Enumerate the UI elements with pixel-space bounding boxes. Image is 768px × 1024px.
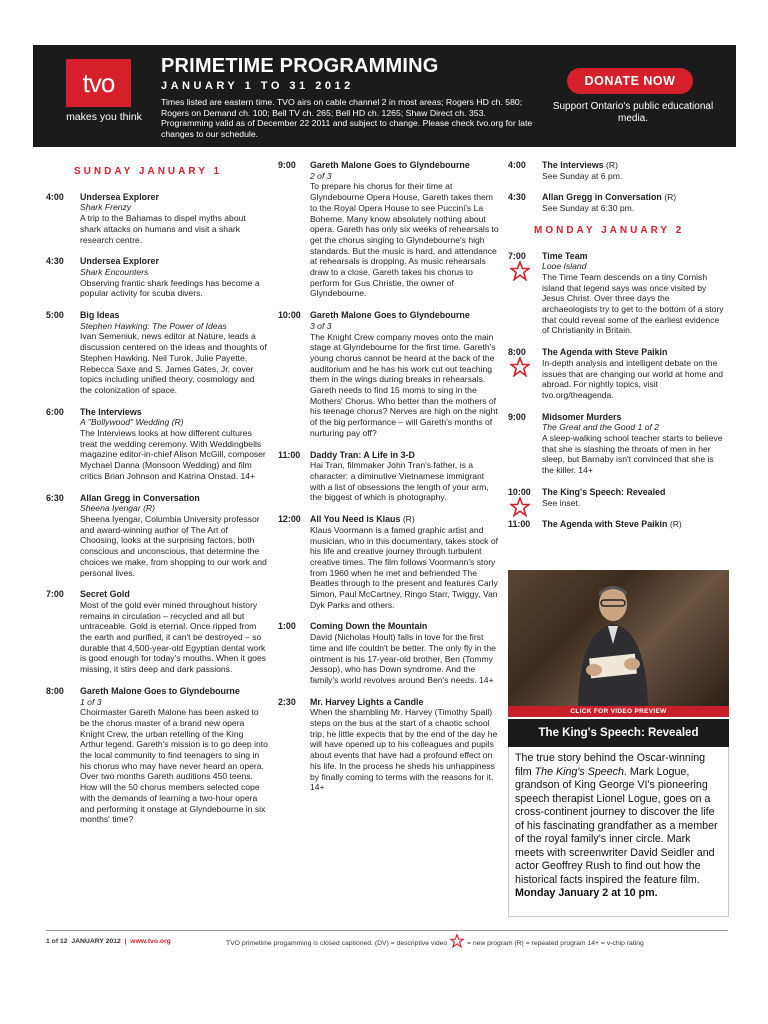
program-time: 4:30	[508, 192, 526, 203]
program-description: David (Nicholas Hoult) falls in love for the first time and life couldn't be better. The only fly in the ointment is his 17-year-old brother, Ben (Tommy Jessop), who has Down syndrome. And the family's world revolves around Ben's needs. 14+	[310, 632, 496, 685]
program-time: 10:00	[278, 310, 301, 321]
program-description: Choirmaster Gareth Malone has been asked to be the chorus master of a brand new opera Knight Crew, the urban retelling of the King Arthur legend. Gareth's mission is to go deep into the local community to find teenagers to sing in his chorus who may have never heard an opera. Over two months Gareth auditions 450 teens. How will the 50 chorus members selected cope with the demands of learning a two-hour opera and performing it onstage at Glyndebourne in six months' time?	[80, 707, 268, 825]
program-time: 4:30	[46, 256, 64, 267]
program-listing	[278, 310, 500, 438]
program-time: 7:00	[508, 250, 526, 261]
program-title: Gareth Malone Goes to Glyndebourne	[310, 160, 470, 170]
program-time: 4:00	[46, 191, 64, 202]
program-title: The Interviews	[542, 160, 604, 170]
episode-title: The Great and the Good 1 of 2	[542, 422, 660, 433]
repeat-tag: (R)	[402, 514, 415, 525]
program-listing	[46, 493, 268, 579]
program-description: In-depth analysis and intelligent debate on the issues that are changing our world at home and abroad. For nightly topics, visit tvo.org/theagenda.	[542, 357, 724, 400]
website-link[interactable]: www.tvo.org	[130, 938, 171, 945]
man-reading-image	[568, 582, 658, 706]
video-preview-link[interactable]: CLICK FOR VIDEO PREVIEW	[508, 706, 729, 717]
schedule-column-3	[508, 160, 726, 541]
schedule-note: Times listed are eastern time. TVO airs on cable channel 2 in most areas; Rogers HD ch. 580; Rogers on Demand ch. 100; Bell TV ch. 265; Bell HD ch. 1265; Shaw Direct ch. 353. Programming valid as of December 22 2011 and subject to change. Please check tvo.org for late changes to our schedule.	[161, 97, 533, 139]
program-description: The Knight Crew company moves onto the main stage at Glyndebourne for the first time. Gareth's young chorus cannot be heard at the back of the auditorium and he has his work cut out teaching them in the wings during breaks in rehearsals. Gareth needs to find 15 moms to sing in the Mothers' Chorus. Who better than the mothers of his teenage chorus? Nerves are high on the night of the big performance – will Gareth's months of nurturing pay off?	[310, 331, 498, 438]
program-title: Midsomer Murders	[542, 411, 622, 422]
episode-title: 2 of 3	[310, 170, 332, 181]
program-description: Hai Tran, filmmaker John Tran's father, is a character: a diminutive Vietnamese immigrant with a list of obsessions the length of your arm, the biggest of which is photography.	[310, 460, 489, 503]
program-description: A trip to the Bahamas to dispel myths about shark attacks on humans and visit a shark research centre.	[80, 213, 246, 245]
program-listing	[46, 686, 268, 825]
program-description: A sleep-walking school teacher starts to believe that she is slashing the throats of men in her sleep, but Barnaby isn't convinced that she is the killer. 14+	[542, 433, 723, 476]
program-title: The Agenda with Steve Paikin	[542, 347, 668, 358]
page-number: 1 of 12	[46, 938, 68, 945]
program-listing	[46, 407, 268, 482]
program-time: 8:00	[46, 685, 64, 696]
program-time: 11:00	[508, 519, 531, 530]
program-time: 5:00	[46, 310, 64, 321]
donate-button[interactable]: DONATE NOW	[567, 68, 693, 94]
legend-text: = new program (R) = repeated program 14+ = v-chip rating	[466, 939, 644, 947]
program-title: Time Team	[542, 250, 588, 261]
legend-text: TVO primetime progamming is closed captioned. (DV) = descriptive video	[226, 939, 448, 947]
program-title: The Interviews	[80, 406, 142, 417]
program-description: The Interviews looks at how different cultures treat the wedding ceremony. With Weddingbells magazine editor-in-chief Alison McGill, composer Mychael Danna (Monsoon Wedding) and film critics Brian Johnson and Katrina Onstad. 14+	[80, 428, 266, 481]
program-listing	[278, 514, 500, 610]
footer-legend	[226, 938, 644, 948]
footer-month: JANUARY 2012	[71, 938, 121, 945]
program-time: 6:00	[46, 406, 64, 417]
program-title: Allan Gregg in Conversation	[80, 492, 200, 503]
program-description: To prepare his chorus for their time at Glyndebourne Opera House, Gareth takes them to the Royal Opera House to see Puccini's La Boheme. Many know absolutely nothing about opera. Gareth has only six weeks of rehearsals to get the chorus singing to Glyndebourne's high standards. But the music is hard, and attendance at rehearsals is dropping. As music rehearsals draw to a close, Gareth takes his chorus to perform for Gus Christie, the owner of Glyndebourne.	[310, 181, 499, 299]
tagline: makes you think	[66, 111, 142, 123]
repeat-tag: (R)	[664, 192, 677, 203]
program-listing	[508, 412, 726, 476]
program-listing	[508, 347, 726, 401]
program-title: Coming Down the Mountain	[310, 621, 428, 632]
support-text: Support Ontario's public educational media.	[552, 101, 714, 124]
header-banner	[33, 45, 736, 147]
feature-photo[interactable]	[508, 570, 729, 706]
program-title: Allan Gregg in Conversation	[542, 192, 662, 203]
program-description: Observing frantic shark feedings has become a popular activity for scuba divers.	[80, 277, 260, 299]
program-title: Undersea Explorer	[80, 256, 159, 267]
program-title: Mr. Harvey Lights a Candle	[310, 696, 424, 707]
program-title: Big Ideas	[80, 310, 120, 321]
episode-title: 3 of 3	[310, 320, 332, 331]
footer-separator: |	[124, 938, 127, 945]
program-listing	[46, 256, 268, 299]
tvo-logo[interactable]: tvo	[66, 59, 131, 107]
new-program-star-icon	[510, 261, 530, 281]
episode-title: Shark Frenzy	[80, 202, 132, 213]
page-title: PRIMETIME PROGRAMMING	[161, 55, 439, 77]
program-title: Daddy Tran: A Life in 3-D	[310, 449, 415, 460]
program-title: All You Need is Klaus	[310, 514, 401, 525]
new-program-star-icon	[510, 497, 530, 517]
program-time: 8:00	[508, 347, 526, 358]
feature-text: The true story behind the Oscar-winning film	[515, 752, 706, 778]
repeat-tag: (R)	[606, 160, 618, 170]
program-description: Sheena Iyengar, Columbia University professor and award-winning author of The Art of Choosing, looks at the surprising factors, both conscious and unconscious, that determine the choices we make, from shopping to our work and personal lives.	[80, 513, 267, 578]
new-program-star-icon	[510, 357, 530, 377]
program-listing	[508, 160, 726, 181]
program-description: See inset.	[542, 497, 581, 508]
program-title: Gareth Malone Goes to Glyndebourne	[310, 310, 470, 321]
program-title: The Agenda with Steve Paikin	[542, 519, 668, 530]
program-title: The King's Speech: Revealed	[542, 486, 666, 497]
program-description: Klaus Voormann is a famed graphic artist and musician, who in this documentary, takes stock of his life and creative journey through turbulent creative times. The film follows Voormann's story from 1960 when he met and befriended The Beatles through to the present and features Carly Simon, Paul McCartney, Ringo Starr, Twiggy, Van Dyk Parks and others.	[310, 524, 499, 610]
program-listing	[508, 487, 726, 508]
episode-title: Sheena Iyengar (R)	[80, 503, 155, 514]
program-time: 9:00	[278, 160, 296, 170]
program-time: 9:00	[508, 411, 526, 422]
program-listing	[508, 251, 726, 337]
program-description: When the shambling Mr. Harvey (Timothy Spall) steps on the bus at the start of a chaotic school trip, he little expects that by the end of the day he will have opened up to his colleagues and pupils about events that have had a profound effect on his life. In the process he sheds his unhappiness by finally coming to terms with the reasons for it. 14+	[310, 707, 498, 793]
episode-title: 1 of 3	[80, 696, 102, 707]
program-title: Secret Gold	[80, 589, 130, 600]
program-time: 1:00	[278, 621, 296, 632]
footer-divider	[46, 930, 728, 931]
program-time: 6:30	[46, 492, 64, 503]
feature-text: . Mark Logue, grandson of King George VI's pioneering speech therapist Lionel Logue, goes on a cross-continent journey to discover the life of his fascinating grandfather as a member of the royal family's inner circle. Mark meets with screenwriter David Seidler and actor Geoffrey Rush to find out how the historical facts inspired the feature film.	[515, 765, 718, 886]
program-title: Undersea Explorer	[80, 191, 159, 202]
program-description: See Sunday at 6:30 pm.	[542, 203, 635, 214]
repeat-tag: (R)	[669, 519, 682, 530]
episode-title: Shark Encounters	[80, 266, 149, 277]
program-description: The Time Team descends on a tiny Cornish island that legend says was once visited by Jesus Christ. Over three days the archaeologists try to get to the bottom of a story that could reveal some of the earliest evidence of Christianity in Britain.	[542, 271, 724, 336]
program-listing	[508, 192, 726, 213]
program-listing	[46, 310, 268, 396]
program-listing	[46, 192, 268, 246]
program-time: 11:00	[278, 449, 301, 460]
feature-title: The King's Speech: Revealed	[508, 719, 729, 747]
day-heading: SUNDAY JANUARY 1	[74, 166, 223, 177]
program-description: See Sunday at 6 pm.	[542, 170, 623, 181]
program-listing	[278, 697, 500, 793]
program-time: 4:00	[508, 160, 526, 170]
program-title: Gareth Malone Goes to Glyndebourne	[80, 685, 240, 696]
day-heading: MONDAY JANUARY 2	[534, 224, 685, 236]
date-range: JANUARY 1 TO 31 2012	[161, 80, 354, 92]
feature-film-title: The King's Speech	[534, 765, 624, 778]
program-listing	[46, 589, 268, 675]
program-description: Ivan Semeniuk, news editor at Nature, leads a discussion centered on the ideas and thoughts of Stephen Hawking. Neil Turok, Julie Payette, Rebecca Saxe and S. James Gates, Jr. cover topics including unified theory, cosmology and the colonization of space.	[80, 331, 267, 395]
program-time: 2:30	[278, 696, 296, 707]
episode-title: Looe Island	[542, 261, 587, 272]
schedule-column-2	[278, 160, 500, 804]
program-description: Most of the gold ever mined throughout history remains in circulation – recycled and all but untraceable. Gold is eternal. Once ripped from the earth and purified, it can't be destroyed – so durable that 4,500-year-old Egyptian dental work is good enough for today's mouths. When it goes missing, it stirs deep and dark passions.	[80, 599, 267, 675]
program-time: 7:00	[46, 589, 64, 600]
episode-title: Stephen Hawking: The Power of Ideas	[80, 320, 227, 331]
program-listing	[278, 160, 500, 299]
new-program-star-icon	[450, 934, 464, 948]
program-time: 10:00	[508, 486, 531, 497]
feature-description	[508, 747, 729, 917]
program-listing	[278, 450, 500, 504]
program-time: 12:00	[278, 514, 301, 525]
footer-page-info	[46, 938, 171, 945]
program-listing	[508, 519, 726, 530]
feature-airtime: Monday January 2 at 10 pm.	[515, 887, 658, 899]
episode-title: A "Bollywood" Wedding (R)	[80, 417, 184, 428]
schedule-column-1	[46, 160, 268, 836]
program-listing	[278, 621, 500, 685]
